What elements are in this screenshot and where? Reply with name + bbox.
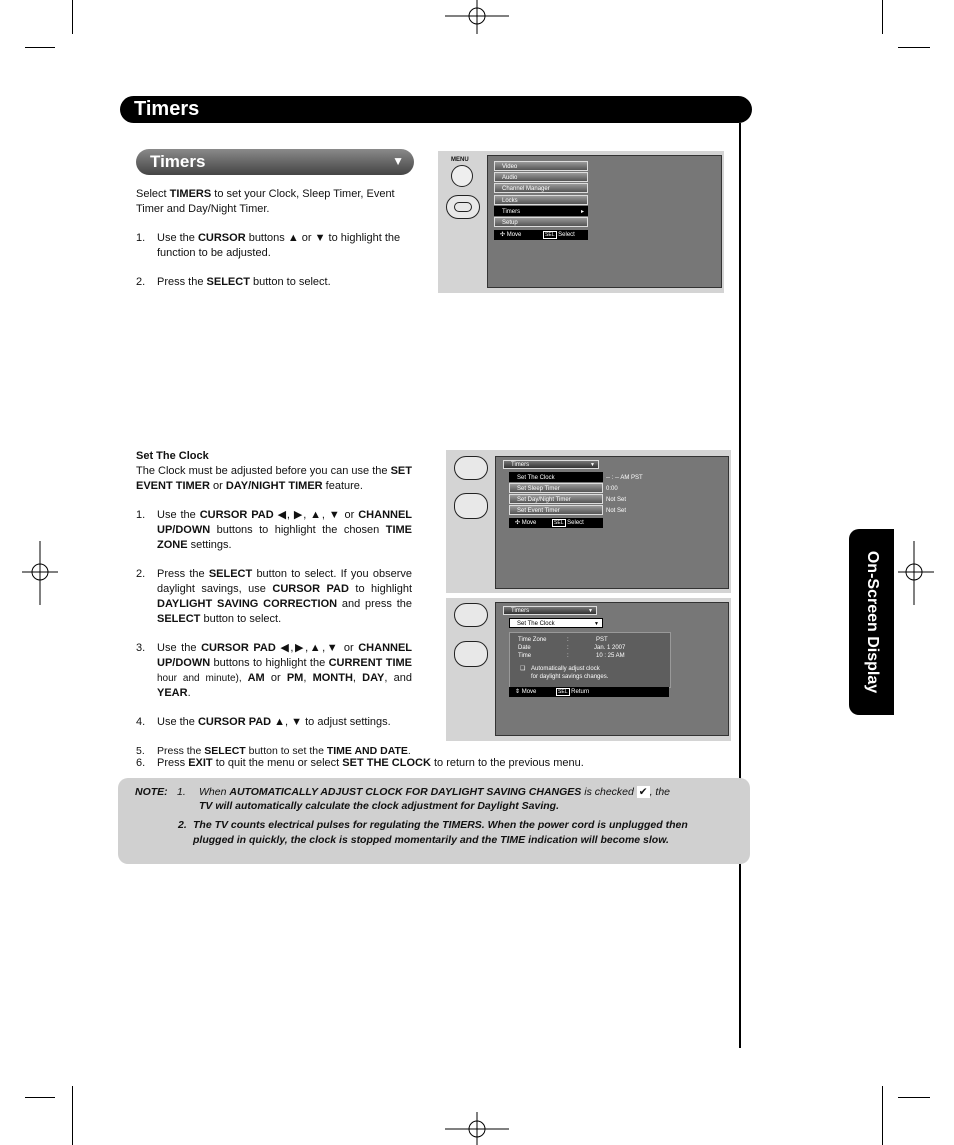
clock-step-6: 6. Press EXIT to quit the menu or select SET THE CLOCK to return to the previous menu.	[136, 757, 584, 769]
auto-adjust-label-2: for daylight savings changes.	[531, 674, 609, 680]
crop-mark	[25, 47, 55, 48]
date-value[interactable]: Jan. 1 2007	[594, 645, 626, 651]
side-tab-label: On-Screen Display	[863, 550, 881, 694]
crop-mark	[882, 0, 883, 34]
time-value[interactable]: 10 : 25 AM	[596, 653, 625, 659]
sel-icon: SEL	[558, 689, 568, 695]
timer-row-set-the-clock[interactable]: Set The Clock	[509, 472, 603, 482]
tv-screen	[495, 602, 729, 736]
set-clock-footer: ⇕ Move SEL Return	[509, 687, 669, 697]
tv-screen	[487, 155, 722, 288]
registration-mark	[898, 541, 934, 605]
note-2-text: The TV counts electrical pulses for regulating the TIMERS. When the power cord is unplugged then	[193, 819, 688, 831]
menu-screenshot-panel	[438, 151, 724, 293]
menu-button-label: MENU	[451, 157, 469, 163]
select-button-icon	[454, 202, 472, 212]
registration-mark	[22, 541, 58, 605]
page-title: Timers	[120, 96, 752, 123]
intro-step-2: 2. Press the SELECT button to select.	[136, 276, 331, 288]
timer-value-sleep: 0:00	[606, 486, 618, 492]
timer-value-clock: -- : -- AM PST	[606, 475, 643, 481]
clock-step-5: 5. Press the SELECT button to set the TIME AND DATE.	[136, 745, 411, 757]
checkmark-icon: ✔	[638, 786, 648, 798]
intro-text	[136, 187, 412, 290]
timer-row-set-sleep-timer[interactable]: Set Sleep Timer	[509, 483, 603, 493]
triangle-down-icon: ▼	[392, 154, 404, 168]
clock-step-1: 1. Use the CURSOR PAD ◀, ▶, ▲, ▼ or CHANNEL UP/DOWN buttons to highlight the chosen TIME ZONE settings.	[136, 509, 413, 551]
crop-mark	[72, 1086, 73, 1145]
section-title-text: Timers	[150, 152, 206, 171]
time-sep: :	[567, 653, 569, 659]
crop-mark	[882, 1086, 883, 1145]
select-button-icon	[454, 603, 488, 627]
timers-footer: ✣ Move SEL Select	[509, 518, 603, 528]
cursor-pad-icon	[454, 641, 488, 667]
menu-item-channel-manager[interactable]: Channel Manager	[494, 183, 588, 193]
intro-step-1: 1. Use the CURSOR buttons ▲ or ▼ to highlight the function to be adjusted.	[136, 232, 401, 259]
registration-mark	[445, 0, 509, 34]
clock-settings-box	[509, 632, 671, 688]
note-1-number: 1.	[177, 786, 186, 798]
crop-mark	[25, 1097, 55, 1098]
menu-item-timers[interactable]: Timers ▸	[494, 206, 588, 216]
note-1-text: When AUTOMATICALLY ADJUST CLOCK FOR DAYLIGHT SAVING CHANGES is checked ✔ , the	[199, 786, 671, 798]
menu-item-setup[interactable]: Setup	[494, 217, 588, 227]
set-clock-screenshot-panel	[446, 598, 731, 741]
date-label: Date	[518, 645, 531, 651]
date-sep: :	[567, 645, 569, 651]
clock-step-2: 2. Press the SELECT button to select. If you observe daylight savings, use CURSOR PAD to highlight DAYLIGHT SAVING CORRECTION and press the SELECT button to select.	[136, 568, 413, 625]
time-label: Time	[518, 653, 532, 659]
chevron-down-icon: ▼	[590, 462, 595, 468]
crop-mark	[898, 47, 930, 48]
checkbox-icon[interactable]: ❑	[520, 666, 526, 672]
clock-step-4: 4. Use the CURSOR PAD ▲, ▼ to adjust settings.	[136, 716, 391, 728]
auto-adjust-label-1: Automatically adjust clock	[531, 666, 600, 672]
registration-mark	[445, 1112, 509, 1145]
menu-footer: ✣ Move SEL Select	[494, 230, 588, 240]
margin-rule	[739, 123, 741, 1048]
timers-menu-title: Timers ▼	[503, 606, 597, 615]
sel-icon: SEL	[545, 232, 555, 238]
note-label: NOTE:	[135, 786, 168, 798]
timer-row-set-event-timer[interactable]: Set Event Timer	[509, 505, 603, 515]
timers-screenshot-panel	[446, 450, 731, 593]
timer-value-event: Not Set	[606, 508, 627, 514]
note-2-line-2: plugged in quickly, the clock is stopped momentarily and the TIME indication will become slow.	[193, 834, 669, 846]
chevron-right-icon: ▸	[580, 209, 584, 215]
clock-intro: The Clock must be adjusted before you can use the SET EVENT TIMER or DAY/NIGHT TIMER feature.	[136, 465, 412, 492]
sel-icon: SEL	[554, 520, 564, 526]
select-button-icon	[454, 456, 488, 480]
timer-value-day-night: Not Set	[606, 497, 627, 503]
chevron-down-icon: ▼	[588, 608, 593, 614]
menu-item-audio[interactable]: Audio	[494, 172, 588, 182]
crop-mark	[72, 0, 73, 34]
time-zone-sep: :	[567, 637, 569, 643]
side-tab	[849, 529, 894, 715]
section-title	[136, 149, 414, 175]
note-box	[118, 778, 750, 864]
menu-button-icon	[451, 165, 473, 187]
crop-mark	[898, 1097, 930, 1098]
set-the-clock-text	[136, 449, 412, 759]
chevron-down-icon: ▼	[594, 621, 599, 627]
time-zone-label: Time Zone	[518, 637, 547, 643]
intro-paragraph: Select TIMERS to set your Clock, Sleep Timer, Event Timer and Day/Night Timer.	[136, 188, 395, 215]
move-arrows-icon: ✣	[500, 232, 506, 238]
note-1-line-2: TV will automatically calculate the clock adjustment for Daylight Saving.	[199, 800, 560, 812]
tv-screen	[495, 456, 729, 589]
timers-menu-title: Timers ▼	[503, 460, 599, 469]
move-arrows-icon: ✣	[515, 520, 521, 526]
clock-step-3: 3. Use the CURSOR PAD ◀,▶,▲,▼ or CHANNEL UP/DOWN buttons to highlight the CURRENT TIME hour and minute), AM or PM, MONTH, DAY, and YEAR.	[136, 642, 413, 699]
timer-row-set-day-night-timer[interactable]: Set Day/Night Timer	[509, 494, 603, 504]
cursor-pad-icon	[454, 493, 488, 519]
clock-heading: Set The Clock	[136, 450, 209, 462]
set-the-clock-submenu[interactable]: Set The Clock ▼	[509, 618, 603, 628]
menu-item-video[interactable]: Video	[494, 161, 588, 171]
time-zone-value[interactable]: PST	[596, 637, 608, 643]
menu-item-locks[interactable]: Locks	[494, 195, 588, 205]
up-down-arrows-icon: ⇕	[515, 689, 521, 695]
note-2-number: 2.	[178, 819, 187, 831]
